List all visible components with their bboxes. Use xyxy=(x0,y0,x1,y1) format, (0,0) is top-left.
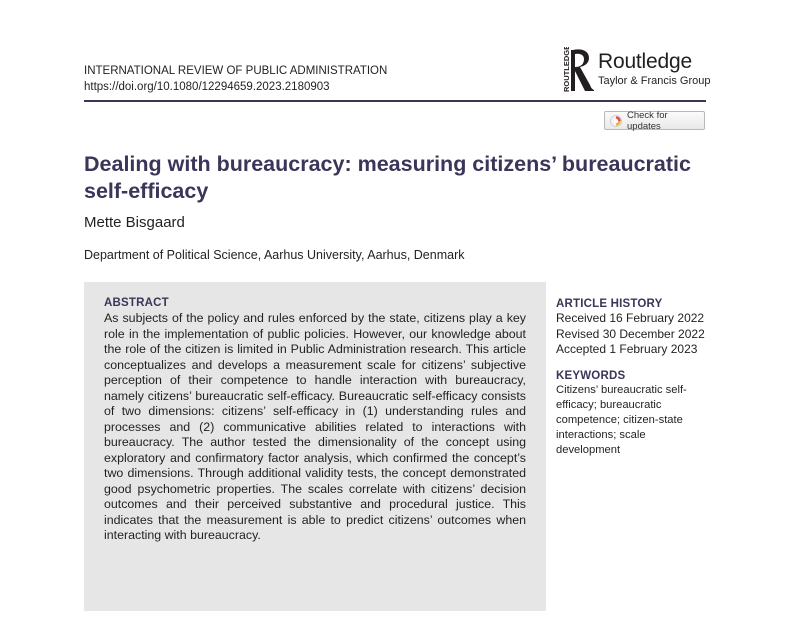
author-name[interactable]: Mette Bisgaard xyxy=(84,214,185,231)
check-updates-label: Check for updates xyxy=(627,109,668,132)
article-title: Dealing with bureaucracy: measuring citizens’ bureaucratic self-efficacy xyxy=(84,152,691,203)
check-updates-icon xyxy=(610,115,622,127)
keywords-section xyxy=(556,369,706,458)
article-history xyxy=(556,297,705,358)
received-date: Received 16 February 2022 xyxy=(556,311,705,325)
journal-info xyxy=(84,64,387,95)
routledge-logo-icon xyxy=(559,47,595,93)
author-affiliation: Department of Political Science, Aarhus University, Aarhus, Denmark xyxy=(84,248,465,262)
publisher-brand xyxy=(598,51,710,88)
publisher-group: Taylor & Francis Group xyxy=(598,75,711,87)
accepted-date: Accepted 1 February 2023 xyxy=(556,342,698,356)
routledge-logo-text: ROUTLEDGE xyxy=(562,47,571,92)
check-for-updates-button[interactable] xyxy=(604,111,705,130)
revised-date: Revised 30 December 2022 xyxy=(556,326,705,341)
abstract-heading: ABSTRACT xyxy=(104,297,169,309)
journal-name: INTERNATIONAL REVIEW OF PUBLIC ADMINISTRATION xyxy=(84,65,388,77)
keywords-text: Citizens’ bureaucratic self-efficacy; bureaucratic competence; citizen-state interactions; scale development xyxy=(556,384,687,456)
header-divider xyxy=(84,100,706,102)
keywords-heading: KEYWORDS xyxy=(556,370,626,382)
article-history-heading: ARTICLE HISTORY xyxy=(556,298,663,310)
abstract-text: As subjects of the policy and rules enforced by the state, citizens play a key role in the implementation of public policies. However, our knowledge about the role of the citizen is limited in Public Administration research. This article conceptualizes and develops a measurement scale for citizens’ subjective perception of their competence to handle interaction with bureaucracy, namely citizens’ bureaucratic self-efficacy. Bureaucratic self-efficacy consists of two dimensions: citizens’ self-efficacy in (1) understanding rules and processes and (2) communicative abilities related to interactions with bureaucracy. The author tested the dimensionality of the concept using exploratory and confirmatory factor analysis, which confirmed the concept’s two dimensions. Through additional validity tests, the concept demonstrated good psychometric properties. The scales correlate with citizens’ decision outcomes and their perceived substantive and procedural justice. This indicates that the measurement is able to predict citizens’ outcomes when interacting with bureaucracy. xyxy=(104,311,526,542)
publisher-name: Routledge xyxy=(598,50,692,73)
doi-link[interactable]: https://doi.org/10.1080/12294659.2023.2180903 xyxy=(84,80,330,93)
